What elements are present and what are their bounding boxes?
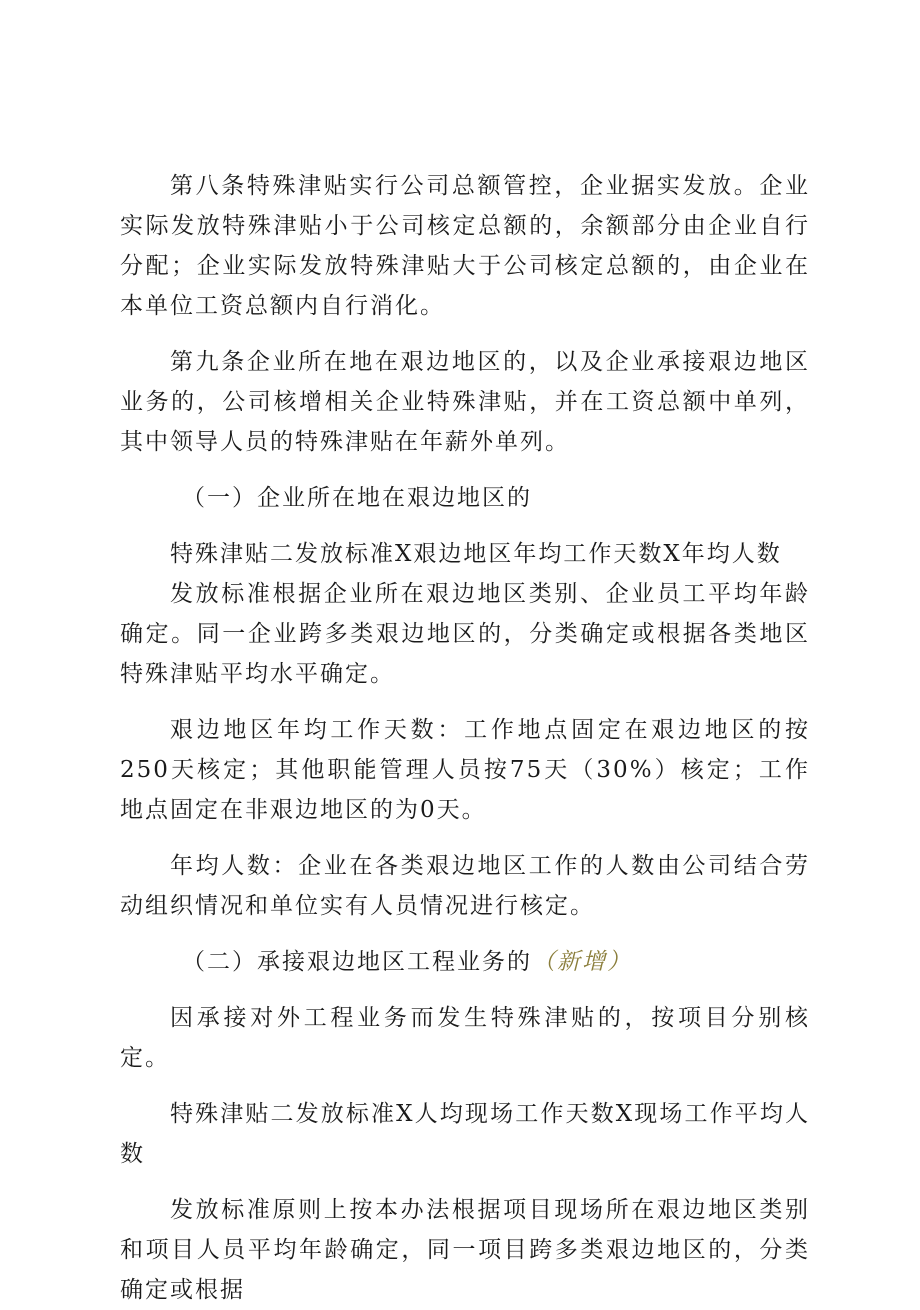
article-9-paragraph: 第九条企业所在地在艰边地区的，以及企业承接艰边地区业务的，公司核增相关企业特殊津贴，并在工资总额中单列，其中领导人员的特殊津贴在年薪外单列。 <box>120 349 810 455</box>
section-2-standard-paragraph: 发放标准原则上按本办法根据项目现场所在艰边地区类别和项目人员平均年龄确定，同一项目跨多类艰边地区的，分类确定或根据 <box>120 1197 810 1303</box>
section-2-new-tag: （新增） <box>532 949 632 975</box>
section-1-formula: 特殊津贴二发放标准X艰边地区年均工作天数X年均人数 <box>170 541 782 567</box>
section-2-formula: 特殊津贴二发放标准X人均现场工作天数X现场工作平均人数 <box>120 1101 810 1167</box>
section-2-heading <box>120 942 810 982</box>
section-1-title: （一）企业所在地在艰边地区的 <box>182 485 532 511</box>
section-2-title: （二）承接艰边地区工程业务的 <box>182 949 532 975</box>
article-8-paragraph: 第八条特殊津贴实行公司总额管控，企业据实发放。企业实际发放特殊津贴小于公司核定总额的，余额部分由企业自行分配；企业实际发放特殊津贴大于公司核定总额的，由企业在本单位工资总额内自行消化。 <box>120 173 810 319</box>
section-1-days-paragraph: 艰边地区年均工作天数：工作地点固定在艰边地区的按250天核定；其他职能管理人员按75天（30%）核定；工作地点固定在非艰边地区的为0天。 <box>120 717 810 823</box>
section-2-intro-paragraph: 因承接对外工程业务而发生特殊津贴的，按项目分别核定。 <box>120 1005 810 1071</box>
document-body <box>120 166 810 1310</box>
section-1-standard-paragraph: 发放标准根据企业所在艰边地区类别、企业员工平均年龄确定。同一企业跨多类艰边地区的，分类确定或根据各类地区特殊津贴平均水平确定。 <box>120 581 810 687</box>
section-1-people-paragraph: 年均人数：企业在各类艰边地区工作的人数由公司结合劳动组织情况和单位实有人员情况进行核定。 <box>120 853 810 919</box>
section-1-heading <box>120 478 810 518</box>
